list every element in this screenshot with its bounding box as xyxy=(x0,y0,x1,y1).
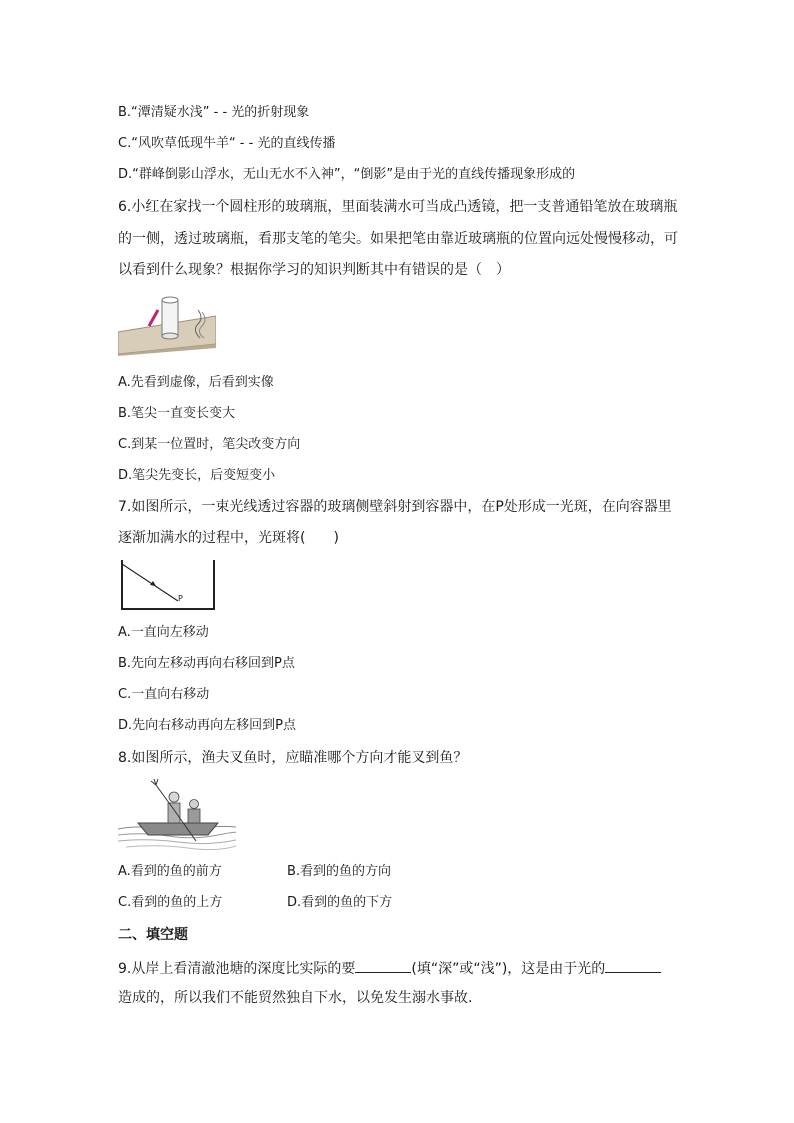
q5-option-d: D.“群峰倒影山浮水，无山无水不入神”，“倒影”是由于光的直线传播现象形成的 xyxy=(118,167,576,182)
q6-stem-line-1: 6.小红在家找一个圆柱形的玻璃瓶，里面装满水可当成凸透镜，把一支普通铅笔放在玻璃瓶 xyxy=(118,199,678,215)
q5-option-b: B.“潭清疑水浅” - - 光的折射现象 xyxy=(118,105,310,120)
q6-option-d: D.笔尖先变长，后变短变小 xyxy=(118,468,276,483)
q8-figure-fisherman xyxy=(118,777,236,851)
q8-stem: 8.如图所示，渔夫叉鱼时，应瞄准哪个方向才能叉到鱼？ xyxy=(118,750,468,766)
q8-option-a: A.看到的鱼的前方 xyxy=(118,864,222,879)
q5-option-c: C.“风吹草低现牛羊“ - - 光的直线传播 xyxy=(118,136,336,151)
q6-option-a: A.先看到虚像，后看到实像 xyxy=(118,375,274,390)
q8-option-c: C.看到的鱼的上方 xyxy=(118,895,223,910)
q9-text-part-2: (填“深”或“浅”)，这是由于光的 xyxy=(411,961,606,977)
q8-option-d: D.看到的鱼的下方 xyxy=(287,895,393,910)
q7-option-a: A.一直向左移动 xyxy=(118,625,209,640)
section-fill-in-heading: 二、填空题 xyxy=(118,927,188,943)
q7-option-c: C.一直向右移动 xyxy=(118,687,210,702)
q6-option-c: C.到某一位置时，笔尖改变方向 xyxy=(118,437,301,452)
q9-line-1 xyxy=(118,958,661,978)
q6-stem-line-3: 以看到什么现象？根据你学习的知识判断其中有错误的是（ ） xyxy=(118,262,510,278)
q7-stem-line-1: 7.如图所示，一束光线透过容器的玻璃侧壁斜射到容器中，在P处形成一光斑，在向容器里 xyxy=(118,499,672,515)
q7-option-d: D.先向右移动再向左移回到P点 xyxy=(118,718,296,733)
q7-point-p-label: P xyxy=(178,594,183,603)
q6-option-b: B.笔尖一直变长变大 xyxy=(118,406,236,421)
q8-option-b: B.看到的鱼的方向 xyxy=(287,864,392,879)
q6-stem-line-2: 的一侧，透过玻璃瓶，看那支笔的笔尖。如果把笔由靠近玻璃瓶的位置向远处慢慢移动，可 xyxy=(118,231,678,247)
q7-stem-line-2: 逐渐加满水的过程中，光斑将( ) xyxy=(118,530,339,546)
q9-blank-1[interactable] xyxy=(355,958,411,973)
q9-blank-2[interactable] xyxy=(605,958,661,973)
q7-option-b: B.先向左移动再向右移回到P点 xyxy=(118,656,295,671)
q6-figure-bottle-pencil xyxy=(118,292,216,356)
q7-figure-container xyxy=(120,558,218,612)
q9-line-2: 造成的，所以我们不能贸然独自下水，以免发生溺水事故. xyxy=(118,990,473,1006)
q9-text-part-1: 9.从岸上看清澈池塘的深度比实际的要 xyxy=(118,961,356,977)
